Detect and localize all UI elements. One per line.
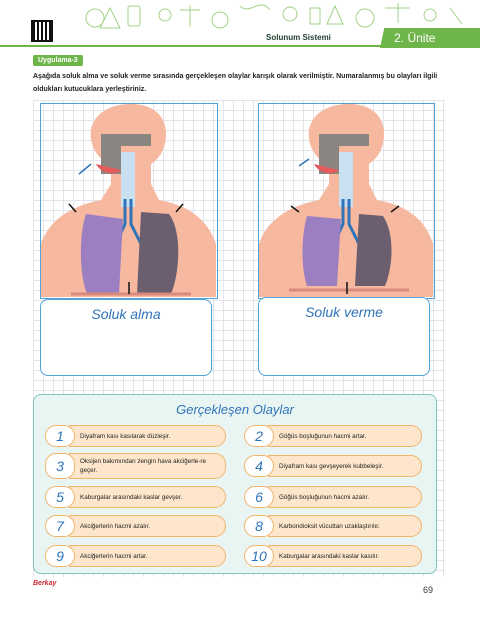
- event-text: Diyafram kası gevşeyerek kubbeleşir.: [268, 455, 422, 477]
- event-text: Göğüs boşluğunun hacmi artar.: [268, 425, 422, 447]
- event-number: 9: [45, 545, 75, 567]
- event-item[interactable]: [244, 425, 422, 447]
- event-text: Akciğerlerin hacmi azalır.: [69, 515, 226, 537]
- header-subject: Solunum Sistemi: [266, 33, 331, 42]
- header-unit-badge: [380, 28, 480, 48]
- page-number: 69: [423, 585, 434, 595]
- qr-code[interactable]: [31, 20, 53, 42]
- publisher-logo: Berkay: [33, 580, 57, 587]
- event-item[interactable]: [45, 545, 226, 567]
- event-number: 10: [244, 545, 274, 567]
- event-text: Karbondioksit vücuttan uzaklaştırılır.: [268, 515, 422, 537]
- event-number: 2: [244, 425, 274, 447]
- event-number: 8: [244, 515, 274, 537]
- air-arrow-icon: [79, 164, 91, 174]
- exhale-label: Soluk verme: [305, 304, 383, 320]
- inhale-diagram-panel: [40, 103, 218, 299]
- event-text: Göğüs boşluğunun hacmi azalır.: [268, 486, 422, 508]
- events-panel: [33, 394, 437, 574]
- event-item[interactable]: [244, 545, 422, 567]
- activity-tag: Uygulama-3: [33, 55, 83, 66]
- events-title: Gerçekleşen Olaylar: [176, 402, 294, 417]
- event-number: 5: [45, 486, 75, 508]
- inhale-answer-box[interactable]: [40, 299, 212, 376]
- event-item[interactable]: [244, 486, 422, 508]
- inhale-label: Soluk alma: [91, 306, 161, 322]
- event-text: Kaburgalar arasındaki kaslar gevşer.: [69, 486, 226, 508]
- activity-instruction: Aşağıda soluk alma ve soluk verme sırasında gerçekleşen olaylar karışık olarak verilmiştir. Numaralanmış bu olayları ilgili oldukları kutucuklara yerleştiriniz.: [33, 73, 438, 93]
- event-item[interactable]: [45, 515, 226, 537]
- event-item[interactable]: [244, 515, 422, 537]
- event-text: Oksijen bakımından zengin hava akciğerle-re geçer.: [69, 453, 226, 479]
- page-header: [0, 0, 480, 50]
- exhale-answer-box[interactable]: [258, 297, 430, 376]
- event-text: Kaburgalar arasındaki kaslar kasılır.: [268, 545, 422, 567]
- inhale-respiratory-diagram: [41, 104, 216, 297]
- exhale-diagram-panel: [258, 103, 435, 299]
- event-item[interactable]: [244, 455, 422, 477]
- event-number: 7: [45, 515, 75, 537]
- event-text: Diyafram kası kasılarak düzleşir.: [69, 425, 226, 447]
- exhale-respiratory-diagram: [259, 104, 433, 297]
- event-number: 6: [244, 486, 274, 508]
- event-item[interactable]: [45, 486, 226, 508]
- event-item[interactable]: [45, 453, 226, 479]
- event-text: Akciğerlerin hacmi artar.: [69, 545, 226, 567]
- event-number: 1: [45, 425, 75, 447]
- header-unit: 2. Ünite: [394, 31, 436, 45]
- event-number: 3: [45, 453, 75, 479]
- event-item[interactable]: [45, 425, 226, 447]
- event-number: 4: [244, 455, 274, 477]
- air-arrow-icon: [299, 159, 309, 166]
